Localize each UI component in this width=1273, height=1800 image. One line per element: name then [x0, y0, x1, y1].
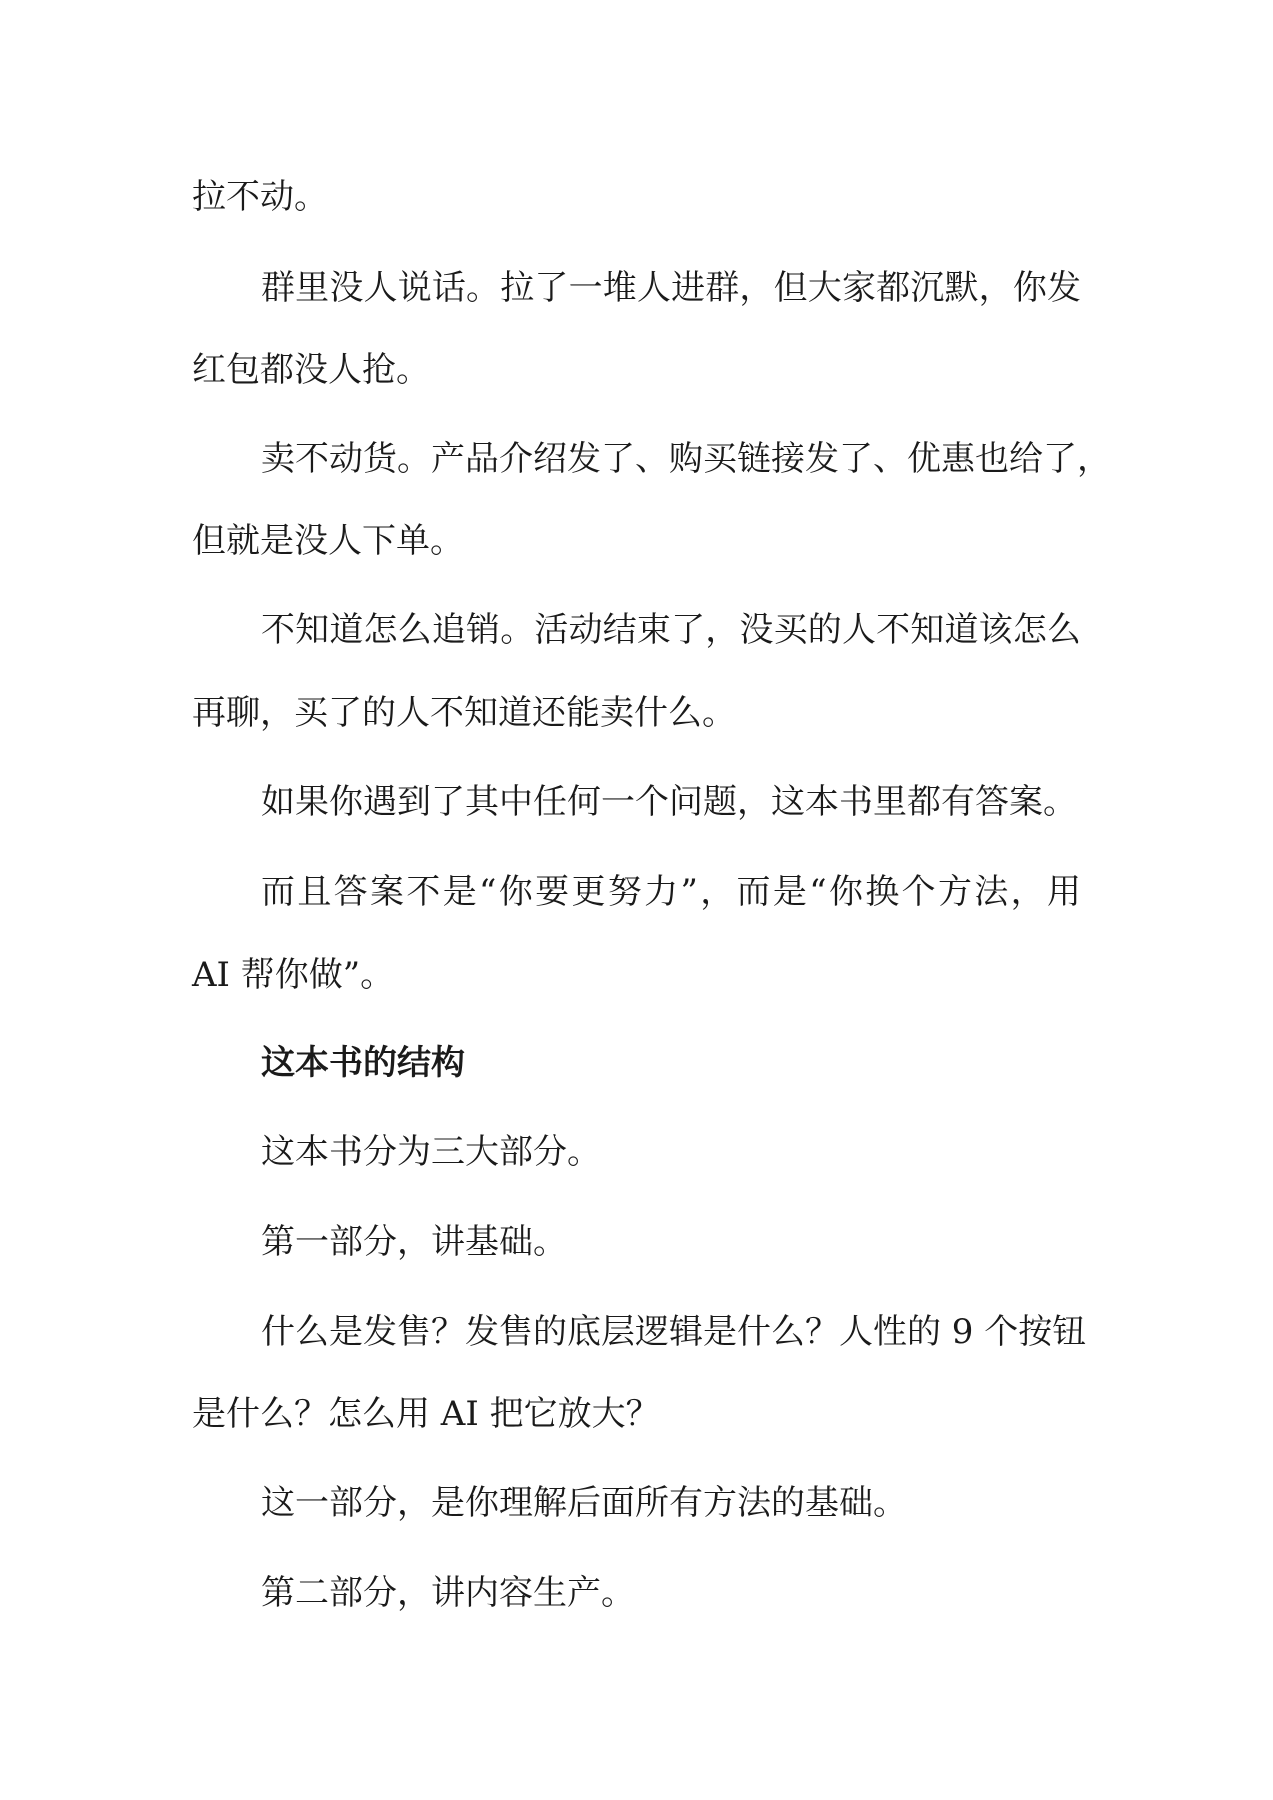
- paragraph-line: 群里没人说话。拉了一堆人进群，但大家都沉默，你发: [261, 268, 1081, 308]
- paragraph-line: 第二部分，讲内容生产。: [261, 1573, 635, 1613]
- text-line: 是什么？怎么用 AI 把它放大？: [192, 1394, 660, 1434]
- paragraph-line: 不知道怎么追销。活动结束了，没买的人不知道该怎么: [261, 610, 1081, 650]
- text-line: 但就是没人下单。: [192, 521, 464, 561]
- text-line: AI 帮你做”。: [192, 955, 395, 995]
- text-line: 红包都没人抢。: [192, 350, 430, 390]
- paragraph-line: 第一部分，讲基础。: [261, 1222, 567, 1262]
- paragraph-line: 如果你遇到了其中任何一个问题，这本书里都有答案。: [261, 782, 1077, 822]
- paragraph-line: 什么是发售？发售的底层逻辑是什么？人性的 9 个按钮: [261, 1312, 1087, 1352]
- text-line: 拉不动。: [192, 177, 328, 217]
- section-heading: 这本书的结构: [261, 1043, 465, 1083]
- paragraph-line: 而且答案不是“你要更努力”，而是“你换个方法，用: [261, 872, 1081, 912]
- text-line: 再聊，买了的人不知道还能卖什么。: [192, 693, 736, 733]
- paragraph-line: 这一部分，是你理解后面所有方法的基础。: [261, 1483, 907, 1523]
- paragraph-line: 卖不动货。产品介绍发了、购买链接发了、优惠也给了，: [261, 439, 1111, 479]
- paragraph-line: 这本书分为三大部分。: [261, 1132, 601, 1172]
